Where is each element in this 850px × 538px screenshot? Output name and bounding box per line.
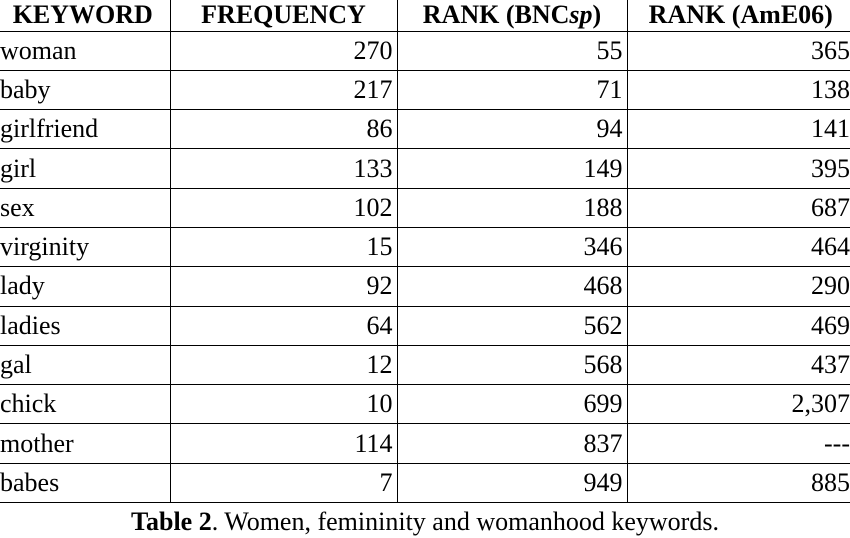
cell-keyword: girlfriend bbox=[0, 110, 170, 149]
cell-frequency: 92 bbox=[170, 267, 397, 306]
caption-label: Table 2 bbox=[131, 507, 212, 536]
cell-rank-bnc: 468 bbox=[397, 267, 627, 306]
table-row bbox=[0, 227, 850, 266]
cell-rank-ame: 687 bbox=[627, 188, 850, 227]
header-rank-bnc-italic: sp bbox=[569, 0, 593, 30]
table-row bbox=[0, 463, 850, 502]
cell-rank-bnc: 837 bbox=[397, 424, 627, 463]
cell-frequency: 64 bbox=[170, 306, 397, 345]
cell-keyword: woman bbox=[0, 31, 170, 70]
cell-rank-bnc: 55 bbox=[397, 31, 627, 70]
cell-frequency: 10 bbox=[170, 385, 397, 424]
cell-rank-ame: 464 bbox=[627, 227, 850, 266]
cell-rank-ame: 2,307 bbox=[627, 385, 850, 424]
cell-rank-ame: 437 bbox=[627, 345, 850, 384]
cell-rank-ame: 885 bbox=[627, 463, 850, 502]
cell-rank-ame: 141 bbox=[627, 110, 850, 149]
cell-frequency: 217 bbox=[170, 70, 397, 109]
cell-keyword: ladies bbox=[0, 306, 170, 345]
cell-keyword: gal bbox=[0, 345, 170, 384]
cell-keyword: mother bbox=[0, 424, 170, 463]
cell-rank-ame: 395 bbox=[627, 149, 850, 188]
cell-rank-bnc: 346 bbox=[397, 227, 627, 266]
cell-rank-bnc: 562 bbox=[397, 306, 627, 345]
cell-frequency: 86 bbox=[170, 110, 397, 149]
cell-keyword: virginity bbox=[0, 227, 170, 266]
table-row bbox=[0, 70, 850, 109]
cell-rank-ame: 290 bbox=[627, 267, 850, 306]
cell-keyword: chick bbox=[0, 385, 170, 424]
cell-frequency: 15 bbox=[170, 227, 397, 266]
cell-keyword: babes bbox=[0, 463, 170, 502]
cell-rank-bnc: 94 bbox=[397, 110, 627, 149]
table-header-row bbox=[0, 0, 850, 31]
cell-rank-bnc: 188 bbox=[397, 188, 627, 227]
table-body bbox=[0, 31, 850, 503]
cell-rank-ame: 138 bbox=[627, 70, 850, 109]
cell-frequency: 114 bbox=[170, 424, 397, 463]
cell-rank-bnc: 568 bbox=[397, 345, 627, 384]
cell-keyword: sex bbox=[0, 188, 170, 227]
cell-rank-ame: 365 bbox=[627, 31, 850, 70]
table-row bbox=[0, 306, 850, 345]
table-row bbox=[0, 31, 850, 70]
cell-rank-bnc: 699 bbox=[397, 385, 627, 424]
table-row bbox=[0, 149, 850, 188]
table-row bbox=[0, 188, 850, 227]
cell-frequency: 12 bbox=[170, 345, 397, 384]
cell-rank-ame: 469 bbox=[627, 306, 850, 345]
cell-keyword: lady bbox=[0, 267, 170, 306]
cell-rank-bnc: 71 bbox=[397, 70, 627, 109]
cell-rank-bnc: 949 bbox=[397, 463, 627, 502]
header-rank-bnc bbox=[397, 0, 627, 31]
caption-text: . Women, femininity and womanhood keywords. bbox=[211, 507, 719, 536]
header-keyword: KEYWORD bbox=[0, 0, 170, 31]
cell-frequency: 7 bbox=[170, 463, 397, 502]
header-rank-bnc-prefix: RANK (BNC bbox=[422, 0, 570, 30]
header-rank-ame: RANK (AmE06) bbox=[627, 0, 850, 31]
cell-keyword: girl bbox=[0, 149, 170, 188]
table-row bbox=[0, 385, 850, 424]
header-frequency: FREQUENCY bbox=[170, 0, 397, 31]
cell-frequency: 270 bbox=[170, 31, 397, 70]
table-caption bbox=[0, 507, 850, 537]
table-row bbox=[0, 345, 850, 384]
table-row bbox=[0, 424, 850, 463]
header-rank-bnc-suffix: ) bbox=[592, 0, 602, 30]
table-row bbox=[0, 110, 850, 149]
cell-frequency: 102 bbox=[170, 188, 397, 227]
cell-rank-bnc: 149 bbox=[397, 149, 627, 188]
cell-keyword: baby bbox=[0, 70, 170, 109]
table-row bbox=[0, 267, 850, 306]
cell-rank-ame: --- bbox=[627, 424, 850, 463]
cell-frequency: 133 bbox=[170, 149, 397, 188]
